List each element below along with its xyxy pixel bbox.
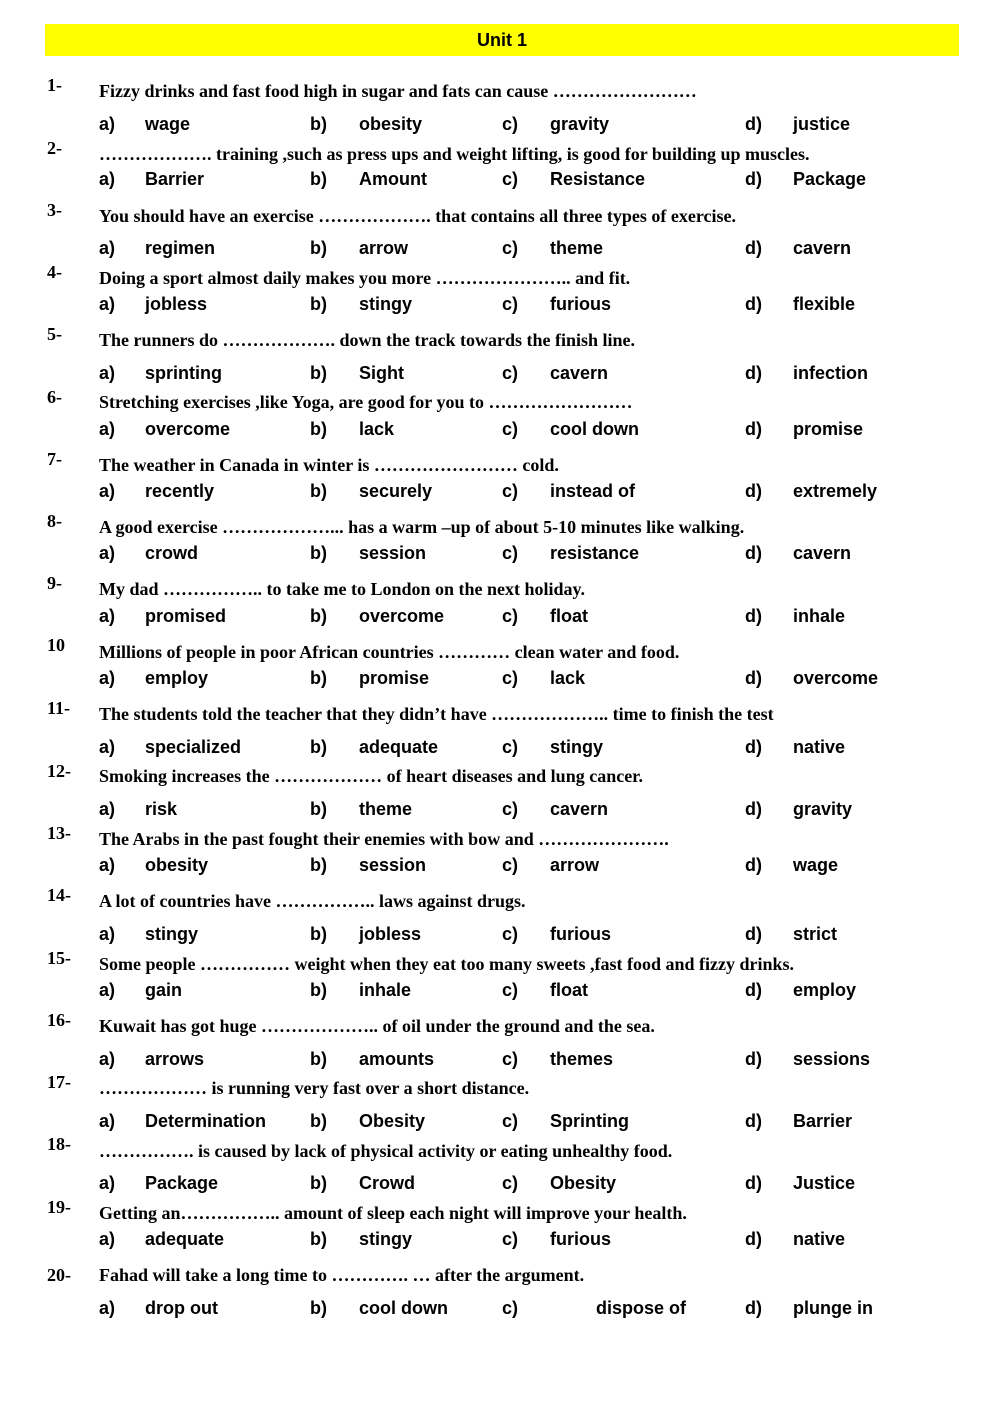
question-number: 5- <box>47 324 62 344</box>
option-b[interactable]: cool down <box>359 1298 448 1318</box>
option-a-letter: a) <box>99 668 116 688</box>
option-d-letter: d) <box>745 737 762 757</box>
option-a-letter: a) <box>99 1173 116 1193</box>
option-a-letter: a) <box>99 169 116 189</box>
question-stem: Stretching exercises ,like Yoga, are good for you to …………………… <box>99 392 633 412</box>
option-c[interactable]: cavern <box>550 799 609 819</box>
option-d-letter: d) <box>745 1298 762 1318</box>
question-stem: Millions of people in poor African countries ………… clean water and food. <box>99 642 680 662</box>
option-c-letter: c) <box>502 1111 519 1131</box>
question-number: 11- <box>47 698 71 718</box>
question-number: 18- <box>47 1134 71 1154</box>
option-a[interactable]: Package <box>145 1173 219 1193</box>
option-d[interactable]: justice <box>793 114 851 134</box>
question-number: 7- <box>47 449 62 469</box>
question-stem: ………………. training ,such as press ups and weight lifting, is good for building up muscles. <box>99 144 810 164</box>
option-c-letter: c) <box>502 294 519 314</box>
option-d[interactable]: Barrier <box>793 1111 853 1131</box>
option-a-letter: a) <box>99 855 116 875</box>
option-c-letter: c) <box>502 363 519 383</box>
option-c[interactable]: float <box>550 980 588 1000</box>
option-b-letter: b) <box>310 1173 327 1193</box>
question-number: 9- <box>47 573 62 593</box>
option-c-letter: c) <box>502 1049 519 1069</box>
question-number: 12- <box>47 761 71 781</box>
question-stem: Doing a sport almost daily makes you more ………………….. and fit. <box>99 268 631 288</box>
option-a[interactable]: risk <box>145 799 178 819</box>
option-c[interactable]: cool down <box>550 419 639 439</box>
option-b[interactable]: obesity <box>359 114 423 134</box>
option-c[interactable]: resistance <box>550 543 640 563</box>
option-b-letter: b) <box>310 855 327 875</box>
option-d-letter: d) <box>745 543 762 563</box>
option-a-letter: a) <box>99 1229 116 1249</box>
option-b-letter: b) <box>310 737 327 757</box>
option-c[interactable]: float <box>550 606 588 626</box>
option-d[interactable]: inhale <box>793 606 846 626</box>
option-d-letter: d) <box>745 481 762 501</box>
option-d-letter: d) <box>745 606 762 626</box>
question-stem: Kuwait has got huge ……………….. of oil under the ground and the sea. <box>99 1016 655 1036</box>
option-b[interactable]: promise <box>359 668 430 688</box>
option-b[interactable]: stingy <box>359 294 413 314</box>
option-a[interactable]: crowd <box>145 543 199 563</box>
option-c-letter: c) <box>502 668 519 688</box>
option-d-letter: d) <box>745 294 762 314</box>
option-c-letter: c) <box>502 543 519 563</box>
option-d-letter: d) <box>745 1049 762 1069</box>
option-a-letter: a) <box>99 114 116 134</box>
question-number: 14- <box>47 885 71 905</box>
option-c[interactable]: gravity <box>550 114 610 134</box>
option-c[interactable]: furious <box>550 924 611 944</box>
option-c[interactable]: arrow <box>550 855 600 875</box>
option-b-letter: b) <box>310 238 327 258</box>
option-c-letter: c) <box>502 855 519 875</box>
option-d-letter: d) <box>745 114 762 134</box>
option-d[interactable]: infection <box>793 363 868 383</box>
option-b[interactable]: Crowd <box>359 1173 415 1193</box>
option-b-letter: b) <box>310 668 327 688</box>
option-a-letter: a) <box>99 543 116 563</box>
question-stem: Getting an…………….. amount of sleep each night will improve your health. <box>99 1203 687 1223</box>
option-a-letter: a) <box>99 481 116 501</box>
option-c[interactable]: cavern <box>550 363 609 383</box>
option-a-letter: a) <box>99 606 116 626</box>
question-number: 16- <box>47 1010 71 1030</box>
question-number: 6- <box>47 387 62 407</box>
question-stem: Some people …………… weight when they eat too many sweets ,fast food and fizzy drinks. <box>99 954 794 974</box>
option-b[interactable]: arrow <box>359 238 409 258</box>
option-c-letter: c) <box>502 238 519 258</box>
option-d-letter: d) <box>745 855 762 875</box>
option-a-letter: a) <box>99 419 116 439</box>
option-b-letter: b) <box>310 799 327 819</box>
question-number: 2- <box>47 138 62 158</box>
option-c-letter: c) <box>502 1173 519 1193</box>
option-b[interactable]: session <box>359 543 427 563</box>
option-d[interactable]: extremely <box>793 481 878 501</box>
option-b-letter: b) <box>310 1229 327 1249</box>
option-b[interactable]: jobless <box>359 924 422 944</box>
option-a-letter: a) <box>99 1049 116 1069</box>
option-c[interactable]: furious <box>550 294 611 314</box>
option-b-letter: b) <box>310 294 327 314</box>
question-number: 10 <box>47 635 65 655</box>
option-a-letter: a) <box>99 238 116 258</box>
option-b-letter: b) <box>310 606 327 626</box>
option-d-letter: d) <box>745 799 762 819</box>
option-d-letter: d) <box>745 980 762 1000</box>
option-b-letter: b) <box>310 1111 327 1131</box>
option-b-letter: b) <box>310 114 327 134</box>
question-stem: The students told the teacher that they didn’t have ……………….. time to finish the test <box>99 704 774 724</box>
option-c[interactable]: dispose of <box>596 1298 687 1318</box>
question-stem: The Arabs in the past fought their enemies with bow and …………………. <box>99 829 669 849</box>
option-d[interactable]: native <box>793 1229 846 1249</box>
option-a[interactable]: drop out <box>145 1298 218 1318</box>
question-stem: My dad …………….. to take me to London on the next holiday. <box>99 579 586 599</box>
option-a-letter: a) <box>99 799 116 819</box>
question-number: 20- <box>47 1265 71 1285</box>
option-d-letter: d) <box>745 238 762 258</box>
option-b[interactable]: overcome <box>359 606 445 626</box>
option-a[interactable]: Determination <box>145 1111 267 1131</box>
option-a-letter: a) <box>99 1298 116 1318</box>
option-d-letter: d) <box>745 1173 762 1193</box>
option-d[interactable]: sessions <box>793 1049 871 1069</box>
question-number: 19- <box>47 1197 71 1217</box>
option-c[interactable]: theme <box>550 238 604 258</box>
option-d-letter: d) <box>745 1111 762 1131</box>
question-number: 15- <box>47 948 71 968</box>
option-b[interactable]: Amount <box>359 169 427 189</box>
option-a[interactable]: recently <box>145 481 215 501</box>
option-a-letter: a) <box>99 737 116 757</box>
option-b[interactable]: amounts <box>359 1049 435 1069</box>
option-d[interactable]: plunge in <box>793 1298 873 1318</box>
option-c[interactable]: stingy <box>550 737 604 757</box>
option-b-letter: b) <box>310 980 327 1000</box>
option-b[interactable]: session <box>359 855 427 875</box>
option-d-letter: d) <box>745 924 762 944</box>
question-stem: A good exercise ………………... has a warm –up of about 5-10 minutes like walking. <box>99 517 745 537</box>
option-d-letter: d) <box>745 419 762 439</box>
option-c-letter: c) <box>502 980 519 1000</box>
option-c[interactable]: Obesity <box>550 1173 617 1193</box>
option-b[interactable]: Obesity <box>359 1111 426 1131</box>
option-b-letter: b) <box>310 169 327 189</box>
option-a[interactable]: jobless <box>145 294 208 314</box>
option-a[interactable]: promised <box>145 606 227 626</box>
option-b[interactable]: lack <box>359 419 395 439</box>
option-c-letter: c) <box>502 419 519 439</box>
option-c-letter: c) <box>502 114 519 134</box>
question-stem: The runners do ………………. down the track towards the finish line. <box>99 330 636 350</box>
option-a[interactable]: obesity <box>145 855 209 875</box>
option-b[interactable]: theme <box>359 799 413 819</box>
option-c[interactable]: Sprinting <box>550 1111 629 1131</box>
option-c[interactable]: Resistance <box>550 169 646 189</box>
option-b-letter: b) <box>310 924 327 944</box>
option-c[interactable]: themes <box>550 1049 614 1069</box>
option-a[interactable]: specialized <box>145 737 242 757</box>
option-b[interactable]: stingy <box>359 1229 413 1249</box>
option-c-letter: c) <box>502 606 519 626</box>
question-number: 1- <box>47 75 62 95</box>
option-d[interactable]: overcome <box>793 668 879 688</box>
question-number: 3- <box>47 200 62 220</box>
option-b-letter: b) <box>310 419 327 439</box>
option-d[interactable]: Justice <box>793 1173 856 1193</box>
option-c[interactable]: instead of <box>550 481 636 501</box>
option-b[interactable]: inhale <box>359 980 412 1000</box>
option-a-letter: a) <box>99 1111 116 1131</box>
question-stem: Fahad will take a long time to …………. … after the argument. <box>99 1265 585 1285</box>
option-c-letter: c) <box>502 169 519 189</box>
option-c-letter: c) <box>502 799 519 819</box>
option-d[interactable]: employ <box>793 980 857 1000</box>
option-c-letter: c) <box>502 737 519 757</box>
question-stem: ……………… is running very fast over a short distance. <box>99 1078 530 1098</box>
option-a[interactable]: overcome <box>145 419 231 439</box>
option-b-letter: b) <box>310 481 327 501</box>
option-d[interactable]: native <box>793 737 846 757</box>
question-stem: The weather in Canada in winter is …………………… cold. <box>99 455 559 475</box>
option-d-letter: d) <box>745 668 762 688</box>
option-a[interactable]: stingy <box>145 924 199 944</box>
option-d-letter: d) <box>745 169 762 189</box>
question-number: 4- <box>47 262 62 282</box>
option-d[interactable]: gravity <box>793 799 853 819</box>
option-a-letter: a) <box>99 924 116 944</box>
option-a-letter: a) <box>99 980 116 1000</box>
question-stem: ……………. is caused by lack of physical activity or eating unhealthy food. <box>99 1141 673 1161</box>
option-a[interactable]: adequate <box>145 1229 225 1249</box>
option-a[interactable]: arrows <box>145 1049 205 1069</box>
option-a[interactable]: wage <box>145 114 191 134</box>
option-a[interactable]: sprinting <box>145 363 222 383</box>
option-b-letter: b) <box>310 1049 327 1069</box>
option-b-letter: b) <box>310 543 327 563</box>
option-c-letter: c) <box>502 481 519 501</box>
option-a[interactable]: gain <box>145 980 183 1000</box>
option-d[interactable]: strict <box>793 924 838 944</box>
option-a[interactable]: regimen <box>145 238 216 258</box>
option-c-letter: c) <box>502 1229 519 1249</box>
option-b[interactable]: adequate <box>359 737 439 757</box>
option-b-letter: b) <box>310 363 327 383</box>
question-number: 8- <box>47 511 62 531</box>
option-a[interactable]: Barrier <box>145 169 205 189</box>
option-a-letter: a) <box>99 294 116 314</box>
option-d[interactable]: cavern <box>793 238 852 258</box>
option-a-letter: a) <box>99 363 116 383</box>
question-number: 17- <box>47 1072 71 1092</box>
option-c[interactable]: furious <box>550 1229 611 1249</box>
option-d[interactable]: flexible <box>793 294 856 314</box>
question-number: 13- <box>47 823 71 843</box>
option-d-letter: d) <box>745 1229 762 1249</box>
unit-title: Unit 1 <box>45 24 959 56</box>
option-b-letter: b) <box>310 1298 327 1318</box>
question-stem: A lot of countries have …………….. laws against drugs. <box>99 891 526 911</box>
option-c[interactable]: lack <box>550 668 586 688</box>
option-d[interactable]: Package <box>793 169 867 189</box>
question-stem: Smoking increases the ……………… of heart diseases and lung cancer. <box>99 766 644 786</box>
option-d[interactable]: cavern <box>793 543 852 563</box>
option-d[interactable]: promise <box>793 419 864 439</box>
question-stem: Fizzy drinks and fast food high in sugar and fats can cause …………………… <box>99 81 697 101</box>
option-c-letter: c) <box>502 924 519 944</box>
option-b[interactable]: Sight <box>359 363 404 383</box>
option-d[interactable]: wage <box>793 855 839 875</box>
option-d-letter: d) <box>745 363 762 383</box>
option-a[interactable]: employ <box>145 668 209 688</box>
question-stem: You should have an exercise ………………. that contains all three types of exercise. <box>99 206 736 226</box>
option-c-letter: c) <box>502 1298 519 1318</box>
option-b[interactable]: securely <box>359 481 433 501</box>
